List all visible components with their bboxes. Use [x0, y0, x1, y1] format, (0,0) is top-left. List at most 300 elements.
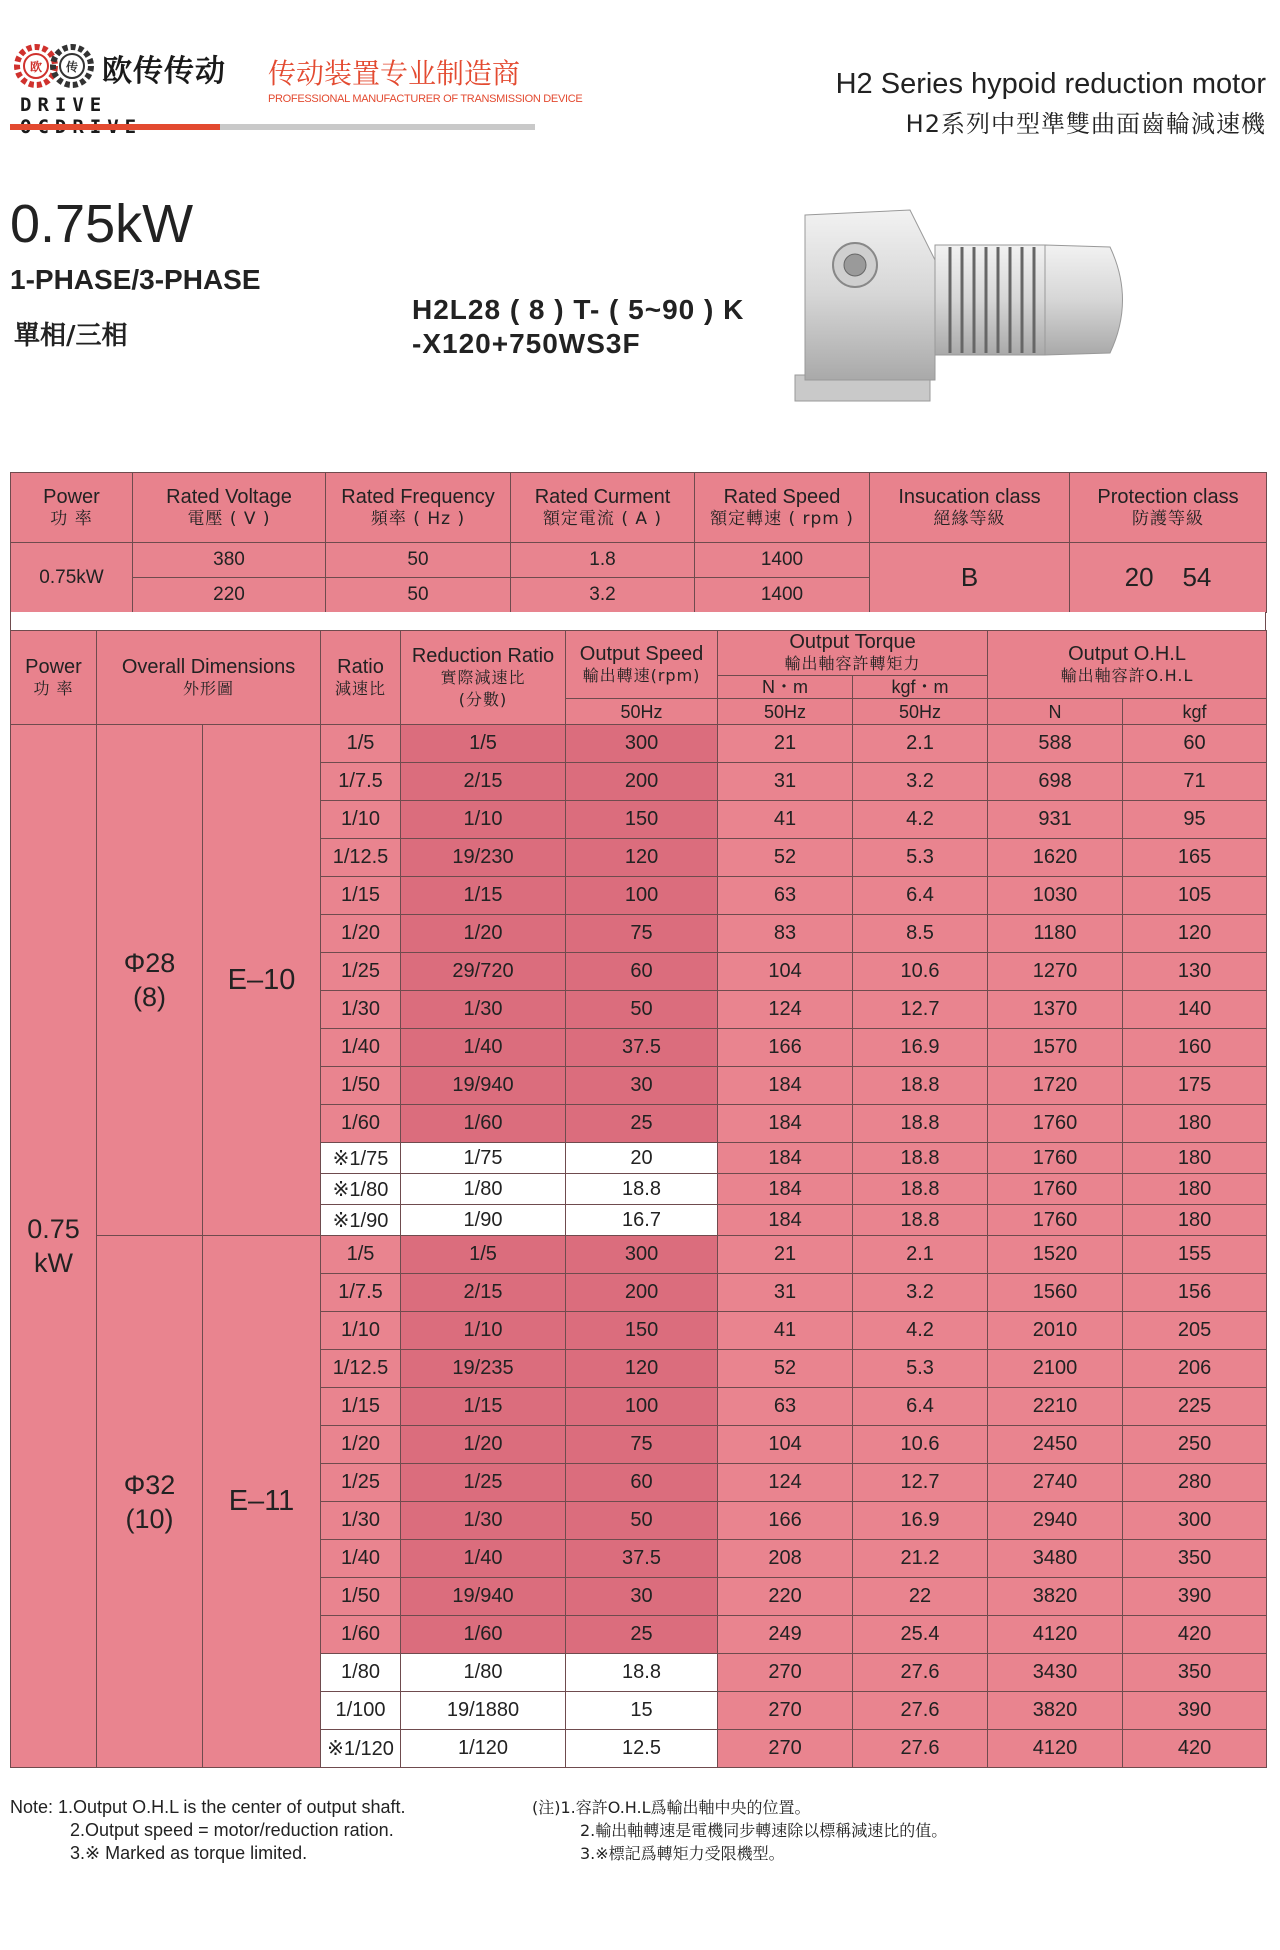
phase-label-cn: 單相/三相 — [14, 321, 128, 351]
torque-kgfm-cell: 18.8 — [853, 1067, 988, 1105]
reduction-cell: 19/940 — [401, 1067, 566, 1105]
header-cn: 防護等級 — [1132, 508, 1204, 529]
header-cn: 功 率 — [33, 678, 74, 698]
ratio-cell: ※1/90 — [321, 1205, 401, 1236]
spec-header-voltage — [133, 473, 326, 543]
torque-nm-cell: 31 — [718, 763, 853, 801]
shaft-diameter: Φ28 — [123, 948, 176, 978]
torque-nm-cell: 124 — [718, 991, 853, 1029]
torque-nm-cell: 184 — [718, 1205, 853, 1236]
ratio-cell: 1/7.5 — [321, 763, 401, 801]
series-title-cn: H2系列中型準雙曲面齒輪減速機 — [905, 110, 1266, 138]
torque-nm-cell: 184 — [718, 1174, 853, 1205]
header-cn: 實際減速比 — [440, 667, 526, 687]
dimension-code: E–11 — [203, 1236, 321, 1768]
ohl-kgf-cell: 175 — [1123, 1067, 1267, 1105]
speed-cell: 18.8 — [566, 1174, 718, 1205]
header-en: Output Speed — [579, 642, 704, 665]
torque-kgfm-cell: 4.2 — [853, 1312, 988, 1350]
ratio-cell: 1/10 — [321, 1312, 401, 1350]
header-en: Protection class — [1097, 485, 1239, 508]
spec-protection: 20 54 — [1070, 543, 1267, 613]
shaft-key: (10) — [125, 1503, 174, 1534]
torque-kgfm-cell: 22 — [853, 1578, 988, 1616]
ohl-kgf-cell: 156 — [1123, 1274, 1267, 1312]
model-code-line1: H2L28 ( 8 ) T- ( 5~90 ) K — [412, 294, 745, 325]
spec-table — [10, 472, 1267, 613]
ratio-cell: 1/5 — [321, 725, 401, 763]
header-cn: 額定電流 ( A ) — [542, 508, 663, 529]
ohl-kgf-cell: 95 — [1123, 801, 1267, 839]
ohl-kgf-cell: 160 — [1123, 1029, 1267, 1067]
ohl-kgf-cell: 60 — [1123, 725, 1267, 763]
spec-row — [11, 543, 1267, 578]
slogan-cn: 传动装置专业制造商 — [268, 57, 521, 90]
shaft-diameter: Φ32 — [123, 1469, 176, 1500]
header-en: Reduction Ratio — [411, 644, 555, 667]
torque-kgfm-cell: 18.8 — [853, 1205, 988, 1236]
header-en: Output Torque — [789, 631, 916, 653]
perf-header-hz: 50Hz — [718, 699, 853, 725]
reduction-cell: 1/20 — [401, 1426, 566, 1464]
speed-cell: 120 — [566, 1350, 718, 1388]
spec-frequency: 50 — [326, 543, 511, 578]
torque-nm-cell: 63 — [718, 877, 853, 915]
torque-kgfm-cell: 2.1 — [853, 1236, 988, 1274]
perf-header-n: N — [988, 699, 1123, 725]
ohl-kgf-cell: 205 — [1123, 1312, 1267, 1350]
torque-nm-cell: 184 — [718, 1105, 853, 1143]
torque-nm-cell: 21 — [718, 1236, 853, 1274]
perf-table-body — [11, 725, 1267, 1768]
header-cn: 輸出轉速(rpm) — [582, 665, 701, 685]
torque-nm-cell: 83 — [718, 915, 853, 953]
ohl-n-cell: 4120 — [988, 1730, 1123, 1768]
torque-kgfm-cell: 18.8 — [853, 1174, 988, 1205]
torque-kgfm-cell: 10.6 — [853, 1426, 988, 1464]
reduction-cell: 1/15 — [401, 1388, 566, 1426]
perf-header-nm: N・m — [718, 676, 853, 699]
ohl-n-cell: 931 — [988, 801, 1123, 839]
ohl-kgf-cell: 180 — [1123, 1143, 1267, 1174]
spec-header-power — [11, 473, 133, 543]
reduction-cell: 1/60 — [401, 1616, 566, 1654]
ohl-n-cell: 3480 — [988, 1540, 1123, 1578]
torque-kgfm-cell: 3.2 — [853, 763, 988, 801]
torque-nm-cell: 270 — [718, 1654, 853, 1692]
ohl-kgf-cell: 140 — [1123, 991, 1267, 1029]
torque-nm-cell: 21 — [718, 725, 853, 763]
perf-header-ohl — [988, 631, 1267, 699]
ohl-n-cell: 1520 — [988, 1236, 1123, 1274]
speed-cell: 60 — [566, 1464, 718, 1502]
torque-kgfm-cell: 10.6 — [853, 953, 988, 991]
ohl-n-cell: 1620 — [988, 839, 1123, 877]
perf-header-reduction — [401, 631, 566, 725]
spec-current: 3.2 — [511, 578, 695, 613]
speed-cell: 100 — [566, 877, 718, 915]
series-title-en: H2 Series hypoid reduction motor — [835, 68, 1266, 100]
torque-kgfm-cell: 25.4 — [853, 1616, 988, 1654]
speed-cell: 50 — [566, 1502, 718, 1540]
header-cn: 絕緣等級 — [933, 508, 1006, 529]
gear-logo-icon — [14, 40, 94, 94]
spec-speed: 1400 — [695, 578, 870, 613]
ratio-cell: 1/12.5 — [321, 839, 401, 877]
perf-header-dimensions — [97, 631, 321, 725]
ohl-n-cell: 1030 — [988, 877, 1123, 915]
header-cn: 輸出軸容許轉矩力 — [784, 654, 921, 673]
torque-kgfm-cell: 8.5 — [853, 915, 988, 953]
ohl-n-cell: 2450 — [988, 1426, 1123, 1464]
header-cn: (分數) — [458, 689, 508, 709]
torque-nm-cell: 52 — [718, 839, 853, 877]
perf-row — [11, 725, 1267, 763]
ratio-cell: 1/25 — [321, 1464, 401, 1502]
ohl-n-cell: 1180 — [988, 915, 1123, 953]
ohl-n-cell: 588 — [988, 725, 1123, 763]
ratio-cell: 1/10 — [321, 801, 401, 839]
torque-kgfm-cell: 27.6 — [853, 1654, 988, 1692]
logo-text-cn: 欧传传动 — [102, 54, 226, 89]
speed-cell: 200 — [566, 1274, 718, 1312]
torque-kgfm-cell: 5.3 — [853, 1350, 988, 1388]
torque-nm-cell: 124 — [718, 1464, 853, 1502]
power-value: 0.75 — [27, 1214, 80, 1244]
spec-header-current — [511, 473, 695, 543]
header-en: Rated Voltage — [166, 485, 292, 508]
ohl-kgf-cell: 390 — [1123, 1578, 1267, 1616]
speed-cell: 30 — [566, 1067, 718, 1105]
torque-nm-cell: 184 — [718, 1067, 853, 1105]
header-cn: 外形圖 — [183, 678, 235, 698]
ohl-kgf-cell: 420 — [1123, 1730, 1267, 1768]
spec-voltage: 380 — [133, 543, 326, 578]
ohl-kgf-cell: 420 — [1123, 1616, 1267, 1654]
ohl-n-cell: 1560 — [988, 1274, 1123, 1312]
reduction-cell: 1/120 — [401, 1730, 566, 1768]
speed-cell: 50 — [566, 991, 718, 1029]
perf-header-power — [11, 631, 97, 725]
perf-header-kgfm: kgf・m — [853, 676, 988, 699]
torque-nm-cell: 52 — [718, 1350, 853, 1388]
ohl-n-cell: 2100 — [988, 1350, 1123, 1388]
ohl-n-cell: 4120 — [988, 1616, 1123, 1654]
perf-header-speed — [566, 631, 718, 699]
speed-cell: 100 — [566, 1388, 718, 1426]
ratio-cell: 1/80 — [321, 1654, 401, 1692]
shaft-diameter-cell — [97, 1236, 203, 1768]
power-title: 0.75kW — [10, 194, 194, 254]
ohl-kgf-cell: 180 — [1123, 1205, 1267, 1236]
ratio-cell: 1/15 — [321, 877, 401, 915]
ohl-kgf-cell: 105 — [1123, 877, 1267, 915]
ohl-kgf-cell: 280 — [1123, 1464, 1267, 1502]
reduction-cell: 1/60 — [401, 1105, 566, 1143]
ohl-kgf-cell: 180 — [1123, 1174, 1267, 1205]
ohl-n-cell: 1570 — [988, 1029, 1123, 1067]
ratio-cell: 1/40 — [321, 1029, 401, 1067]
speed-cell: 20 — [566, 1143, 718, 1174]
header-en: Rated Speed — [723, 485, 841, 508]
ratio-cell: 1/60 — [321, 1616, 401, 1654]
logo-gear-right-text: 传 — [65, 60, 79, 74]
ohl-n-cell: 3820 — [988, 1578, 1123, 1616]
perf-power-cell — [11, 725, 97, 1768]
ratio-cell: 1/20 — [321, 915, 401, 953]
speed-cell: 150 — [566, 1312, 718, 1350]
header-en: Overall Dimensions — [121, 655, 296, 678]
torque-nm-cell: 220 — [718, 1578, 853, 1616]
spec-voltage: 220 — [133, 578, 326, 613]
speed-cell: 25 — [566, 1616, 718, 1654]
motor-product-image — [790, 205, 1160, 405]
header-cn: 輸出軸容許O.H.L — [1060, 665, 1194, 685]
perf-header-hz: 50Hz — [853, 699, 988, 725]
note-line: 3.※ Marked as torque limited. — [70, 1843, 308, 1863]
header-en: Power — [43, 485, 100, 508]
reduction-cell: 1/30 — [401, 1502, 566, 1540]
torque-nm-cell: 41 — [718, 801, 853, 839]
header-en: Insucation class — [898, 485, 1041, 508]
performance-table — [10, 630, 1267, 1768]
ohl-kgf-cell: 350 — [1123, 1654, 1267, 1692]
ohl-n-cell: 698 — [988, 763, 1123, 801]
table-separator — [10, 612, 1266, 630]
torque-kgfm-cell: 3.2 — [853, 1274, 988, 1312]
ohl-n-cell: 1760 — [988, 1174, 1123, 1205]
reduction-cell: 1/5 — [401, 725, 566, 763]
ohl-n-cell: 1760 — [988, 1205, 1123, 1236]
header-cn: 電壓 ( V ) — [187, 508, 271, 529]
ohl-n-cell: 3430 — [988, 1654, 1123, 1692]
ohl-kgf-cell: 250 — [1123, 1426, 1267, 1464]
spec-header-protection — [1070, 473, 1267, 543]
spec-power-cell: 0.75kW — [11, 543, 133, 613]
header-cn: 額定轉速 ( rpm ) — [710, 508, 854, 529]
header-cn: 功 率 — [50, 508, 93, 529]
spec-header-speed — [695, 473, 870, 543]
ratio-cell: 1/50 — [321, 1067, 401, 1105]
header-en: Power — [25, 655, 82, 678]
perf-header-kgf: kgf — [1123, 699, 1267, 725]
torque-kgfm-cell: 4.2 — [853, 801, 988, 839]
ohl-kgf-cell: 350 — [1123, 1540, 1267, 1578]
torque-nm-cell: 166 — [718, 1502, 853, 1540]
reduction-cell: 1/20 — [401, 915, 566, 953]
ratio-cell: 1/100 — [321, 1692, 401, 1730]
torque-nm-cell: 31 — [718, 1274, 853, 1312]
torque-nm-cell: 208 — [718, 1540, 853, 1578]
reduction-cell: 19/230 — [401, 839, 566, 877]
speed-cell: 75 — [566, 1426, 718, 1464]
shaft-key: (8) — [133, 982, 166, 1012]
reduction-cell: 1/80 — [401, 1174, 566, 1205]
reduction-cell: 1/25 — [401, 1464, 566, 1502]
speed-cell: 60 — [566, 953, 718, 991]
notes-cn — [532, 1796, 947, 1865]
speed-cell: 15 — [566, 1692, 718, 1730]
speed-cell: 18.8 — [566, 1654, 718, 1692]
torque-kgfm-cell: 12.7 — [853, 991, 988, 1029]
speed-cell: 12.5 — [566, 1730, 718, 1768]
note-line: Note: 1.Output O.H.L is the center of output shaft. — [10, 1797, 406, 1817]
ratio-cell: 1/25 — [321, 953, 401, 991]
reduction-cell: 19/1880 — [401, 1692, 566, 1730]
notes-en — [10, 1796, 406, 1865]
ratio-cell: 1/7.5 — [321, 1274, 401, 1312]
perf-header-ratio — [321, 631, 401, 725]
ohl-kgf-cell: 225 — [1123, 1388, 1267, 1426]
torque-kgfm-cell: 27.6 — [853, 1692, 988, 1730]
torque-nm-cell: 166 — [718, 1029, 853, 1067]
note-line: 2.輸出軸轉速是電機同步轉速除以標稱減速比的值。 — [580, 1821, 948, 1840]
ohl-kgf-cell: 165 — [1123, 839, 1267, 877]
torque-nm-cell: 104 — [718, 1426, 853, 1464]
speed-cell: 16.7 — [566, 1205, 718, 1236]
perf-header-row — [11, 631, 1267, 676]
ohl-kgf-cell: 300 — [1123, 1502, 1267, 1540]
ratio-cell: ※1/120 — [321, 1730, 401, 1768]
reduction-cell: 2/15 — [401, 1274, 566, 1312]
torque-kgfm-cell: 5.3 — [853, 839, 988, 877]
reduction-cell: 1/10 — [401, 801, 566, 839]
reduction-cell: 1/90 — [401, 1205, 566, 1236]
power-unit: kW — [34, 1248, 73, 1278]
header-en: Rated Frequency — [341, 485, 495, 508]
speed-cell: 200 — [566, 763, 718, 801]
torque-kgfm-cell: 16.9 — [853, 1502, 988, 1540]
ohl-kgf-cell: 155 — [1123, 1236, 1267, 1274]
reduction-cell: 19/235 — [401, 1350, 566, 1388]
header-en: Rated Curment — [534, 485, 671, 508]
shaft-diameter-cell — [97, 725, 203, 1236]
ohl-kgf-cell: 180 — [1123, 1105, 1267, 1143]
dimension-code: E–10 — [203, 725, 321, 1236]
company-logo — [10, 40, 240, 115]
torque-kgfm-cell: 18.8 — [853, 1143, 988, 1174]
torque-nm-cell: 270 — [718, 1692, 853, 1730]
speed-cell: 37.5 — [566, 1029, 718, 1067]
ratio-cell: 1/40 — [321, 1540, 401, 1578]
ohl-kgf-cell: 130 — [1123, 953, 1267, 991]
torque-kgfm-cell: 18.8 — [853, 1105, 988, 1143]
torque-nm-cell: 270 — [718, 1730, 853, 1768]
torque-kgfm-cell: 6.4 — [853, 1388, 988, 1426]
spec-header-insulation — [870, 473, 1070, 543]
ohl-n-cell: 2210 — [988, 1388, 1123, 1426]
phase-label-en: 1-PHASE/3-PHASE — [10, 264, 261, 295]
model-code-line2: -X120+750WS3F — [412, 328, 641, 359]
header-en: Output O.H.L — [1068, 642, 1186, 665]
ratio-cell: 1/30 — [321, 1502, 401, 1540]
ratio-cell: ※1/80 — [321, 1174, 401, 1205]
ratio-cell: 1/5 — [321, 1236, 401, 1274]
torque-kgfm-cell: 16.9 — [853, 1029, 988, 1067]
perf-header-torque — [718, 631, 988, 676]
torque-kgfm-cell: 6.4 — [853, 877, 988, 915]
reduction-cell: 1/15 — [401, 877, 566, 915]
header-en: Ratio — [337, 655, 384, 678]
ratio-cell: 1/20 — [321, 1426, 401, 1464]
reduction-cell: 2/15 — [401, 763, 566, 801]
ohl-n-cell: 1370 — [988, 991, 1123, 1029]
spec-header-row — [11, 473, 1267, 543]
ohl-kgf-cell: 390 — [1123, 1692, 1267, 1730]
reduction-cell: 29/720 — [401, 953, 566, 991]
spec-frequency: 50 — [326, 578, 511, 613]
reduction-cell: 1/10 — [401, 1312, 566, 1350]
speed-cell: 30 — [566, 1578, 718, 1616]
ohl-n-cell: 2010 — [988, 1312, 1123, 1350]
spec-header-frequency — [326, 473, 511, 543]
ratio-cell: 1/50 — [321, 1578, 401, 1616]
torque-nm-cell: 41 — [718, 1312, 853, 1350]
reduction-cell: 1/75 — [401, 1143, 566, 1174]
ohl-n-cell: 1760 — [988, 1105, 1123, 1143]
note-line: (注)1.容許O.H.L爲輸出軸中央的位置。 — [532, 1798, 811, 1817]
reduction-cell: 1/40 — [401, 1029, 566, 1067]
speed-cell: 37.5 — [566, 1540, 718, 1578]
ohl-n-cell: 3820 — [988, 1692, 1123, 1730]
reduction-cell: 1/30 — [401, 991, 566, 1029]
speed-cell: 120 — [566, 839, 718, 877]
ohl-kgf-cell: 206 — [1123, 1350, 1267, 1388]
note-line: 2.Output speed = motor/reduction ration. — [70, 1820, 394, 1840]
reduction-cell: 1/40 — [401, 1540, 566, 1578]
speed-cell: 75 — [566, 915, 718, 953]
perf-row — [11, 1236, 1267, 1274]
reduction-cell: 19/940 — [401, 1578, 566, 1616]
ohl-n-cell: 1270 — [988, 953, 1123, 991]
spec-insulation: B — [870, 543, 1070, 613]
slogan-en: PROFESSIONAL MANUFACTURER OF TRANSMISSION DEVICE — [268, 93, 583, 105]
ratio-cell: 1/30 — [321, 991, 401, 1029]
speed-cell: 300 — [566, 1236, 718, 1274]
ohl-n-cell: 2940 — [988, 1502, 1123, 1540]
torque-nm-cell: 63 — [718, 1388, 853, 1426]
spec-speed: 1400 — [695, 543, 870, 578]
ohl-n-cell: 2740 — [988, 1464, 1123, 1502]
note-line: 3.※標記爲轉矩力受限機型。 — [580, 1844, 785, 1863]
torque-nm-cell: 249 — [718, 1616, 853, 1654]
header-cn: 減速比 — [335, 678, 387, 698]
speed-cell: 300 — [566, 725, 718, 763]
reduction-cell: 1/80 — [401, 1654, 566, 1692]
ohl-n-cell: 1720 — [988, 1067, 1123, 1105]
header-cn: 頻率 ( Hz ) — [370, 508, 466, 529]
speed-cell: 25 — [566, 1105, 718, 1143]
torque-kgfm-cell: 12.7 — [853, 1464, 988, 1502]
torque-nm-cell: 104 — [718, 953, 853, 991]
logo-gear-left-text: 欧 — [29, 60, 43, 74]
header-divider — [10, 124, 535, 130]
spec-current: 1.8 — [511, 543, 695, 578]
reduction-cell: 1/5 — [401, 1236, 566, 1274]
ratio-cell: 1/12.5 — [321, 1350, 401, 1388]
torque-kgfm-cell: 27.6 — [853, 1730, 988, 1768]
ohl-kgf-cell: 71 — [1123, 763, 1267, 801]
torque-kgfm-cell: 21.2 — [853, 1540, 988, 1578]
perf-header-hz: 50Hz — [566, 699, 718, 725]
ratio-cell: ※1/75 — [321, 1143, 401, 1174]
speed-cell: 150 — [566, 801, 718, 839]
ohl-kgf-cell: 120 — [1123, 915, 1267, 953]
ratio-cell: 1/15 — [321, 1388, 401, 1426]
torque-nm-cell: 184 — [718, 1143, 853, 1174]
logo-text-en: DRIVE — [20, 94, 108, 116]
ohl-n-cell: 1760 — [988, 1143, 1123, 1174]
